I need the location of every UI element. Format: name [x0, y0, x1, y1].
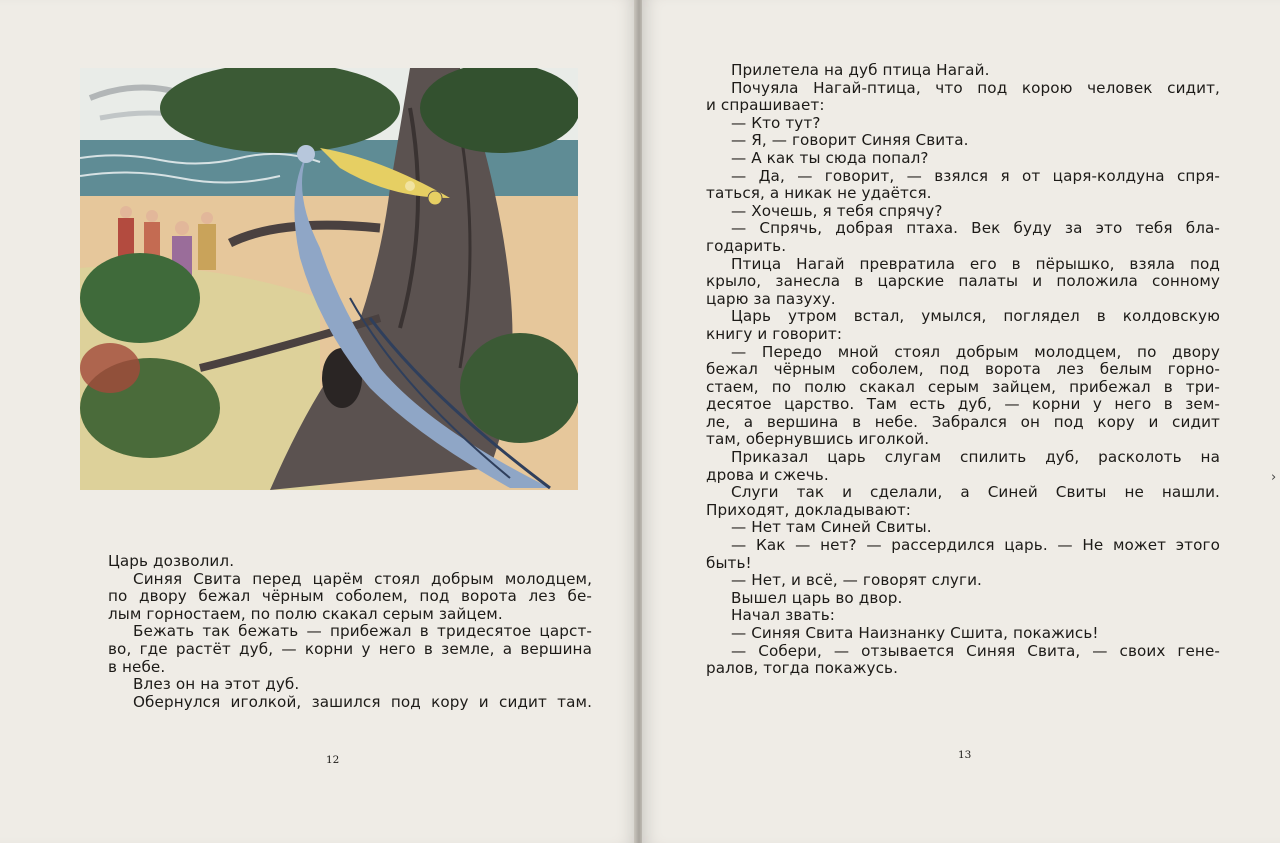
text-line: Царь утром встал, умылся, поглядел в колдовскую: [731, 307, 1220, 326]
text-line: — Синяя Свита Наизнанку Сшита, покажись!: [731, 624, 1099, 642]
text-line: лым горностаем, по полю скакал серым зайцем.: [108, 604, 503, 623]
text-line: Почуяла Нагай-птица, что под корою человек сидит,: [731, 78, 1220, 97]
text-line: Царь дозволил.: [108, 552, 235, 570]
text-line: Прилетела на дуб птица Нагай.: [731, 61, 990, 79]
text-line: Бежать так бежать — прибежал в тридесятое царст-: [133, 622, 592, 641]
text-line: и спрашивает:: [706, 96, 825, 115]
left-page: [0, 0, 636, 843]
page-number: 12: [326, 754, 340, 766]
text-line: там, обернувшись иголкой.: [706, 430, 930, 449]
text-line: — Нет, и всё, — говорят слуги.: [731, 571, 982, 590]
text-line: — Нет там Синей Свиты.: [731, 518, 932, 537]
text-line: бежал чёрным соболем, под ворота лез белым горно-: [706, 360, 1220, 379]
text-line: в небе.: [108, 657, 166, 676]
text-line: книгу и говорит:: [706, 324, 843, 343]
text-line: ле, а вершина в небе. Забрался он под кору и сидит: [706, 412, 1220, 431]
text-line: — Да, — говорит, — взялся я от царя-колдуна спря-: [731, 166, 1220, 185]
text-line: — Передо мной стоял добрым молодцем, по двору: [731, 342, 1220, 361]
text-line: ралов, тогда покажусь.: [706, 659, 899, 678]
text-line: Приказал царь слугам спилить дуб, расколоть на: [731, 448, 1220, 467]
text-line: Приходят, докладывают:: [706, 500, 912, 519]
text-line: — Хочешь, я тебя спрячу?: [731, 201, 943, 220]
text-line: — Я, — говорит Синяя Свита.: [731, 131, 969, 150]
text-line: десятое царство. Там есть дуб, — корни у него в зем-: [706, 395, 1220, 414]
text-line: — Кто тут?: [731, 113, 821, 132]
firebird-on-oak-illustration: [80, 68, 578, 490]
text-line: дрова и сжечь.: [706, 465, 829, 484]
page-edge-marker: ›: [1271, 470, 1277, 485]
text-line: Начал звать:: [731, 606, 835, 625]
text-line: Обернулся иголкой, зашился под кору и сидит там.: [133, 692, 592, 711]
text-line: по двору бежал чёрным соболем, под ворота лез бе-: [108, 587, 592, 606]
text-line: — Собери, — отзывается Синяя Свита, — своих гене-: [731, 641, 1220, 660]
text-line: — Как — нет? — рассердился царь. — Не может этого: [731, 536, 1220, 555]
text-line: Слуги так и сделали, а Синей Свиты не нашли.: [731, 483, 1220, 502]
text-line: крыло, занесла в царские палаты и положила сонному: [706, 272, 1220, 291]
text-line: Птица Нагай превратила его в пёрышко, взяла под: [731, 254, 1220, 273]
left-page-text: [108, 553, 592, 711]
text-line: таться, а никак не удаётся.: [706, 184, 932, 203]
text-line: быть!: [706, 553, 752, 572]
text-line: во, где растёт дуб, — корни у него в земле, а вершина: [108, 639, 592, 658]
text-line: стаем, по полю скакал серым зайцем, прибежал в три-: [706, 377, 1220, 396]
text-line: — А как ты сюда попал?: [731, 148, 929, 167]
text-line: — Спрячь, добрая птаха. Век буду за это тебя бла-: [731, 219, 1220, 238]
text-line: Влез он на этот дуб.: [133, 675, 300, 694]
text-line: царю за пазуху.: [706, 289, 836, 308]
text-line: годарить.: [706, 236, 787, 255]
text-line: Синяя Свита перед царём стоял добрым молодцем,: [133, 569, 592, 588]
text-line: Вышел царь во двор.: [731, 588, 903, 607]
right-page-text: [706, 62, 1220, 678]
page-number: 13: [958, 749, 972, 761]
